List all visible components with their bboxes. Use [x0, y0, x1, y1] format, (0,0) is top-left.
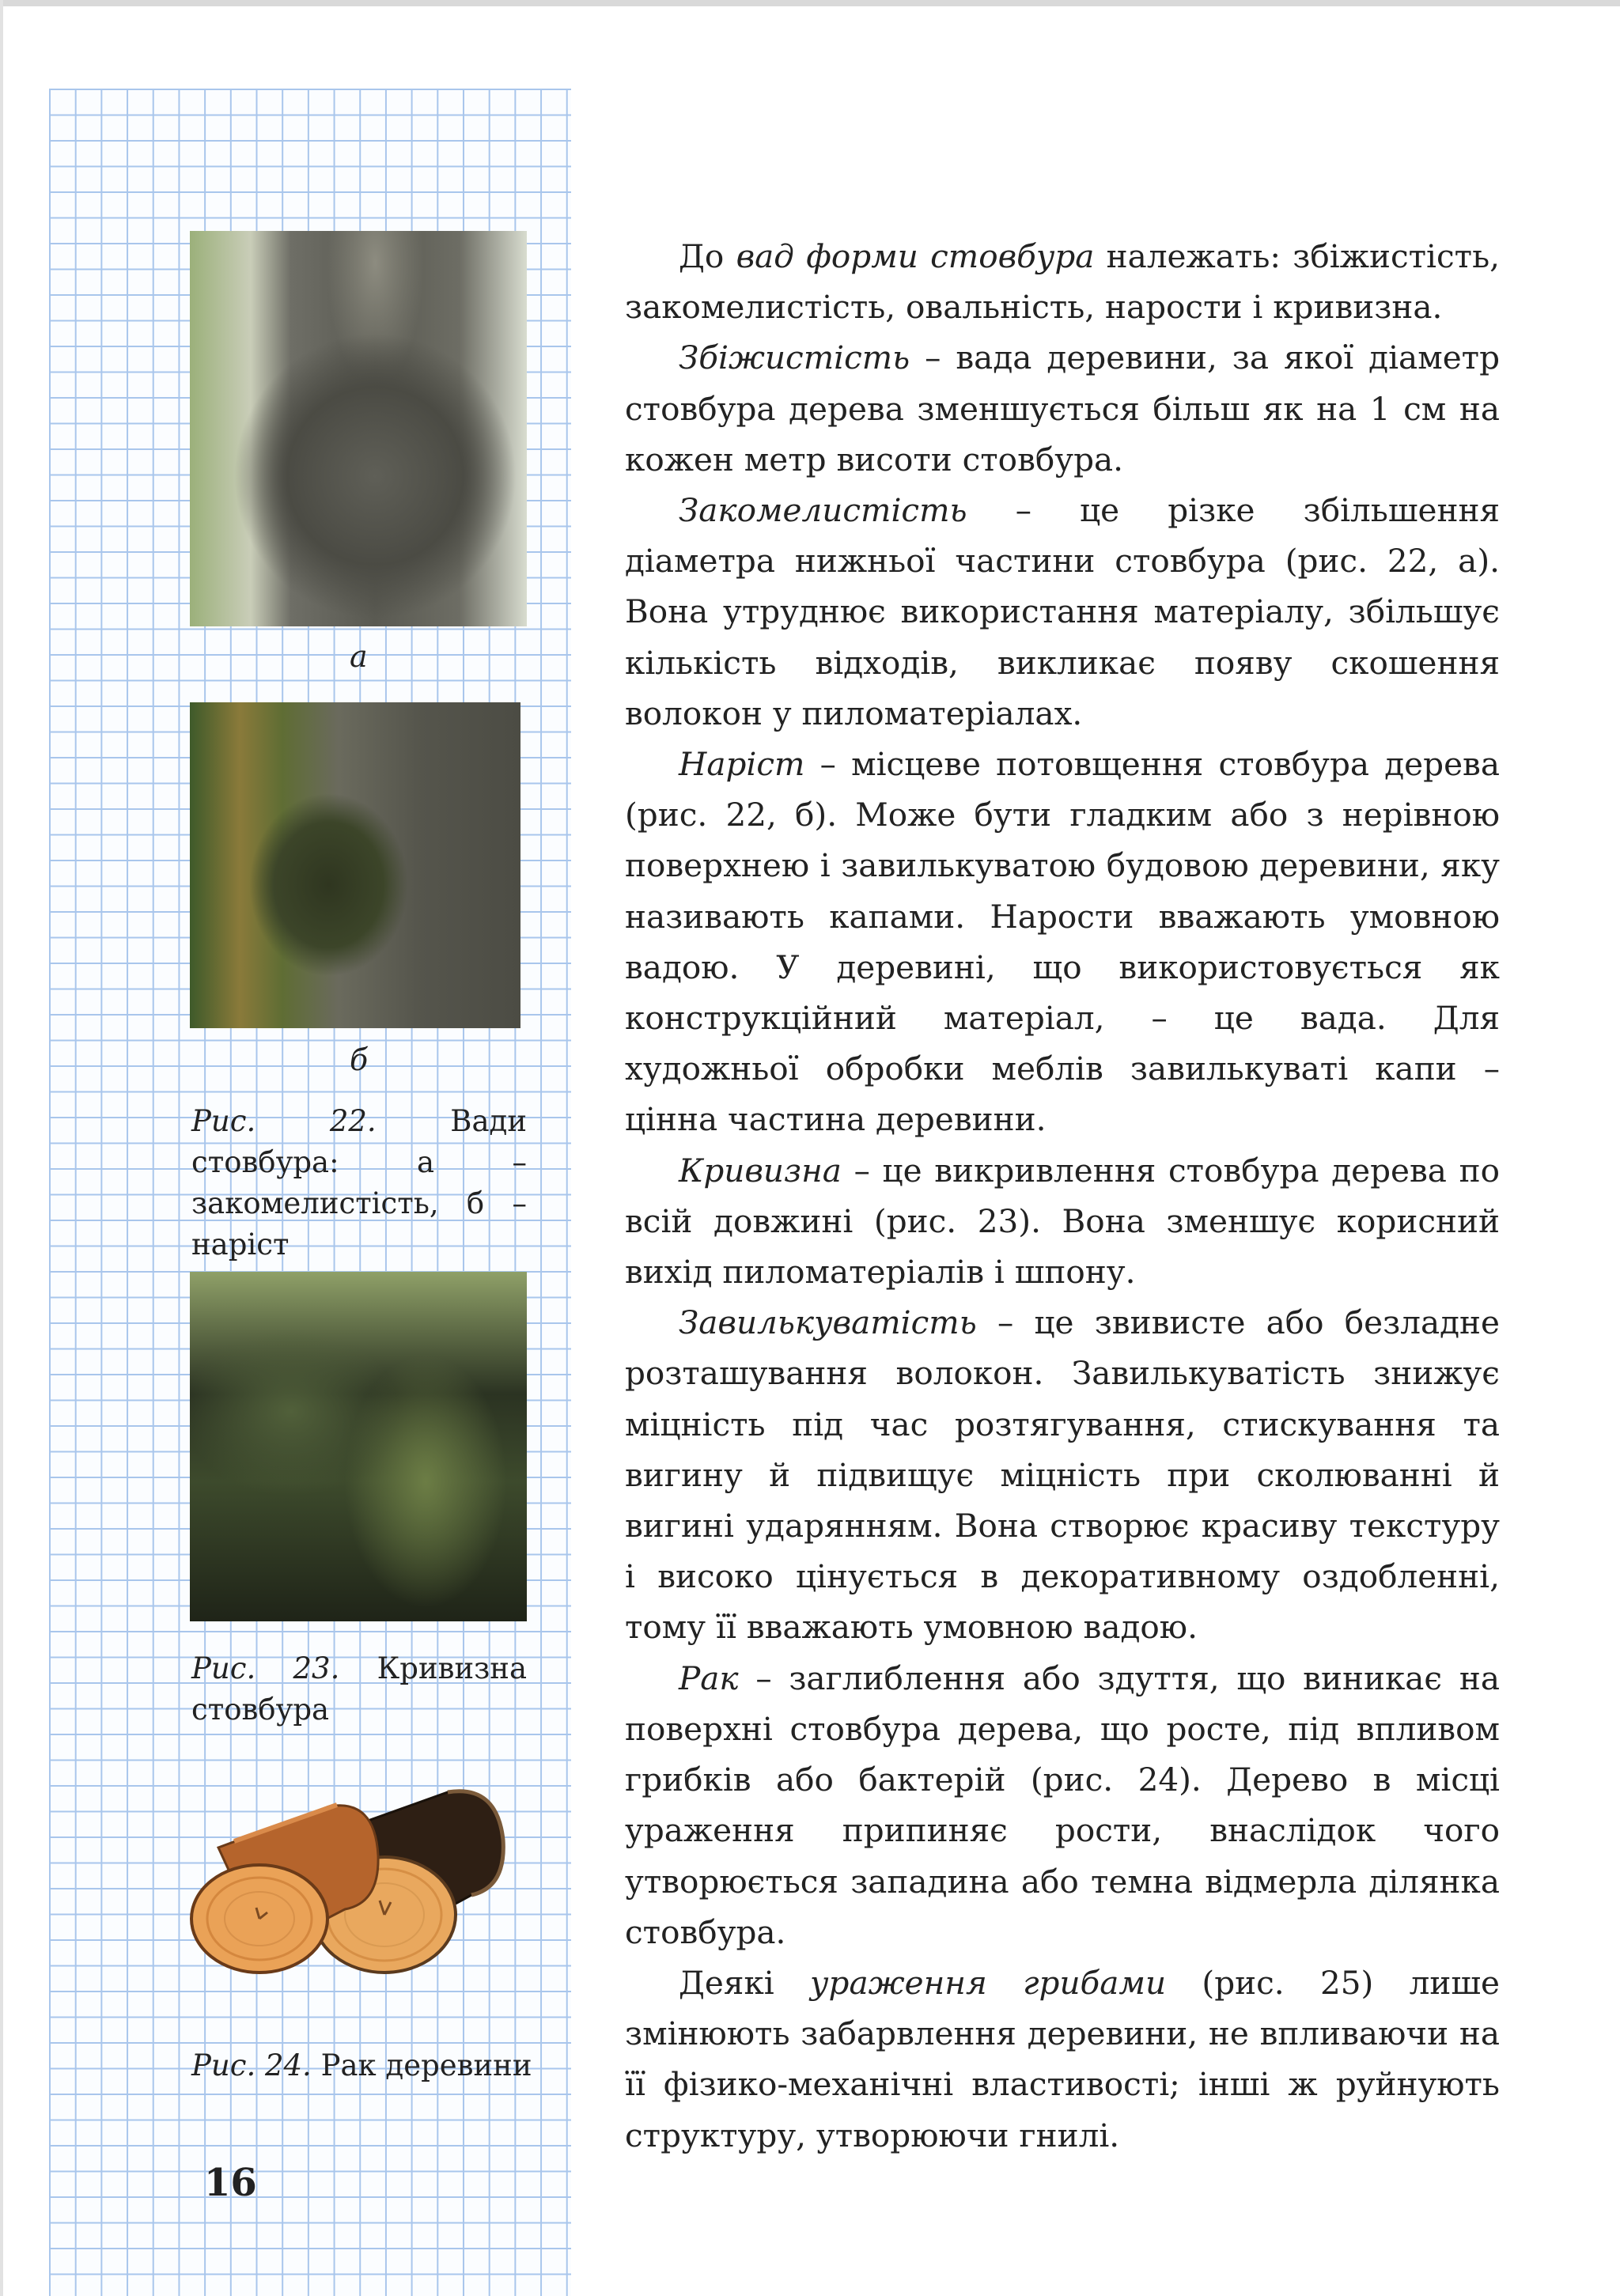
paragraph: [625, 485, 1500, 739]
figure-24-caption: [191, 2045, 539, 2086]
paragraph-lead: До: [679, 237, 736, 275]
paragraph-text: – заглиблення або здуття, що виникає на поверхні стовбура дерева, що росте, під впливом грибків або бактерій (рис. 24). Дерево в місці ураження припиняє рости, внаслідок чого утворюється западина або темна відмерла ділянка стовбура.: [625, 1659, 1500, 1951]
paragraph: [625, 1297, 1500, 1652]
main-text: [625, 231, 1500, 2161]
paragraph-text: (рис. 25) лише змінюють забарвлення деревини, не впливаючи на її фізико-механічні властивості; інші ж руйнують структуру, утворюючи гнилі.: [625, 1963, 1500, 2154]
paragraph: [625, 332, 1500, 485]
paragraph: [625, 739, 1500, 1145]
figure-22-label-a: а: [350, 639, 368, 674]
paragraph-text: – вада деревини, за якої діаметр стовбура дерева зменшується більш як на 1 см на кожен метр висоти стовбура.: [625, 339, 1500, 478]
paragraph: [625, 1653, 1500, 1957]
figure-22-caption-text: Вади стовбура: а – закомелистість, б – наріст: [191, 1104, 527, 1261]
figure-24-caption-ref: Рис. 24.: [191, 2048, 312, 2082]
figure-23-caption-ref: Рис. 23.: [191, 1651, 340, 1685]
paragraph-text: – це викривлення стовбура дерева по всій довжині (рис. 23). Вона зменшує корисний вихід пиломатеріалів і шпону.: [625, 1151, 1500, 1292]
photo-curved-trunk: [190, 1272, 527, 1621]
term-highlight: Кривизна: [679, 1151, 842, 1190]
term-highlight: Рак: [679, 1659, 739, 1697]
figure-22-label-b: б: [350, 1042, 369, 1077]
figure-24-caption-text: Рак деревини: [320, 2048, 532, 2082]
paragraph-text: – це різке збільшення діаметра нижньої частини стовбура (рис. 22, а). Вона утруднює використання матеріалу, збільшує кількість відходів, викликає появу скошення волокон у пиломатеріалах.: [625, 491, 1500, 732]
page-number: 16: [204, 2161, 257, 2205]
top-border: [0, 0, 1620, 6]
paragraph-text: належать: збіжистість, закомелистість, овальність, нарости і кривизна.: [625, 237, 1500, 327]
paragraph-text: – це звивисте або безладне розташування волокон. Завилькуватість знижує міцність під час розтягування, стискування та вигину й підвищує міцність при сколюванні й вигині ударянням. Вона створює красиву текстуру і високо цінується в декоративному оздобленні, тому її вважають умовною вадою.: [625, 1303, 1500, 1647]
figure-22-caption: [191, 1101, 527, 1265]
photo-tree-butt-swell: [190, 231, 527, 626]
term-highlight: Закомелистість: [679, 491, 967, 530]
figure-23-caption: [191, 1648, 527, 1731]
figure-22-caption-ref: Рис. 22.: [191, 1104, 377, 1138]
paragraph-text: – місцеве потовщення стовбура дерева (рис. 22, б). Може бути гладким або з нерівною поверхнею і завилькуватою будовою деревини, яку називають капами. Нарости вважають умовною вадою. У деревині, що використовується як конструкційний матеріал, – це вада. Для художньої обробки меблів завилькуваті капи – цінна частина деревини.: [625, 745, 1500, 1139]
term-highlight: Наріст: [679, 745, 805, 784]
term-highlight: Завилькуватість: [679, 1303, 977, 1342]
term-highlight: ураження грибами: [810, 1963, 1167, 2002]
paragraph-lead: Деякі: [679, 1963, 811, 2002]
figure-23-caption-text: Кривизна стовбура: [191, 1651, 528, 1727]
left-border: [0, 0, 3, 2296]
illustration-wood-canker-logs: [187, 1784, 519, 1974]
paragraph: [625, 1957, 1500, 2161]
paragraph: [625, 1145, 1500, 1298]
photo-tree-burl: [190, 702, 520, 1028]
term-highlight: Збіжистість: [679, 339, 910, 377]
term-highlight: вад форми стовбура: [736, 237, 1095, 275]
paragraph: [625, 231, 1500, 332]
